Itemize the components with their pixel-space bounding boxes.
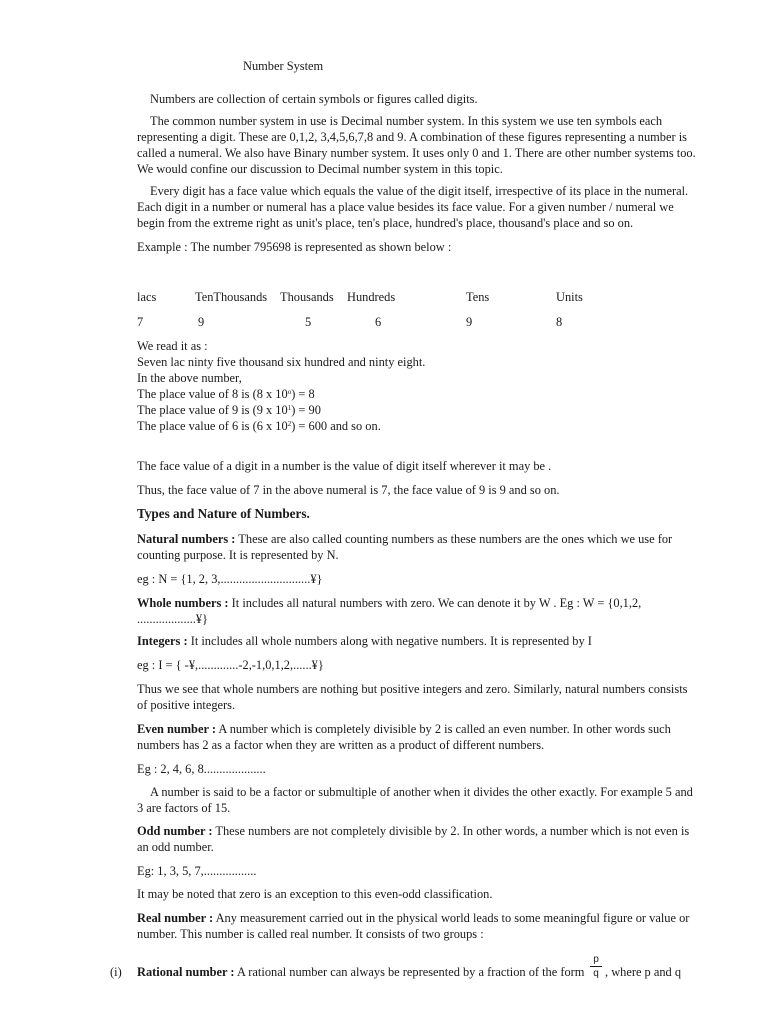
header-lacs: lacs: [137, 290, 157, 304]
factor-paragraph: A number is said to be a factor or submultiple of another when it divides the other exactly. For example 5 and 3 are factors of 15.: [137, 785, 693, 815]
rational-number-tail: , where p and q: [605, 965, 682, 979]
zero-note: It may be noted that zero is an exception to this even-odd classification.: [137, 887, 493, 901]
digit-tens: 9: [466, 315, 473, 329]
rational-number-line: Rational number : A rational number can always be represented by a fraction of the form: [137, 965, 585, 979]
digit-ten-thousands: 9: [198, 315, 205, 329]
odd-number-paragraph: Odd number : These numbers are not completely divisible by 2. In other words, a number which is not even is an odd number.: [137, 824, 690, 854]
section-heading: Types and Nature of Numbers.: [137, 506, 310, 521]
place-value-line: The place value of 8 is (8 x $10^o) = 8$: [137, 387, 315, 401]
even-number-paragraph: Even number : A number which is completely divisible by 2 is called an even number. In other words such numbers has 2 as a factor when they are written as a product of different numbers.: [137, 722, 671, 752]
header-ten-thousands: TenThousands: [195, 290, 268, 304]
intro-paragraph: Numbers are collection of certain symbols or figures called digits.: [150, 92, 478, 106]
read-line: Seven lac ninty five thousand six hundred and ninty eight.: [137, 355, 426, 369]
even-number-example: Eg : 2, 4, 6, 8....................: [137, 762, 266, 776]
header-tens: Tens: [466, 290, 490, 304]
header-units: Units: [556, 290, 583, 304]
example-line: Example : The number 795698 is represented as shown below :: [137, 240, 452, 254]
digit-hundreds: 6: [375, 315, 382, 329]
digit-lacs: 7: [137, 315, 144, 329]
decimal-system-paragraph: The common number system in use is Decimal number system. In this system we use ten symbols each representing a digit. These are 0,1,2, 3,4,5,6,7,8 and 9. A combination of these figures representing a number is called a numeral. We also have Binary number system. It uses only 0 and 1. There are other number systems too. We would confine our discussion to Decimal number system in this topic.: [137, 114, 696, 176]
read-line: In the above number,: [137, 371, 242, 385]
integers-example: eg : I = { -¥,.............-2,-1,0,1,2,......¥}: [137, 658, 324, 672]
header-hundreds: Hundreds: [347, 290, 396, 304]
place-value-line: The place value of 9 is (9 x $10^1) = 90$: [137, 403, 321, 417]
digit-thousands: 5: [305, 315, 312, 329]
fraction-p-over-q: p q: [590, 954, 602, 979]
digit-units: 8: [556, 315, 563, 329]
face-value-example: Thus, the face value of 7 in the above numeral is 7, the face value of 9 is 9 and so on.: [137, 483, 560, 497]
read-line: We read it as :: [137, 339, 208, 353]
page-title: Number System: [243, 59, 324, 73]
real-number-paragraph: Real number : Any measurement carried out in the physical world leads to some meaningful figure or value or number. This number is called real number. It consists of two groups :: [137, 911, 690, 941]
natural-numbers-example: eg : N = {1, 2, 3,.............................¥}: [137, 572, 323, 586]
whole-numbers-paragraph: Whole numbers : It includes all natural numbers with zero. We can denote it by W . Eg : W = {0,1,2, ...................¥}: [137, 596, 642, 626]
place-value-line: The place value of 6 is (6 x $10^2) = 600$ and so on.: [137, 419, 381, 433]
face-place-value-paragraph: Every digit has a face value which equals the value of the digit itself, irrespective of its place in the numeral. Each digit in a number or numeral has a place value besides its face value. For a given number / numeral we begin from the extreme right as unit's place, ten's place, hundred's place, thousand's place and so on.: [137, 184, 689, 230]
list-marker: (i): [110, 965, 122, 979]
thus-paragraph: Thus we see that whole numbers are nothing but positive integers and zero. Similarly, natural numbers consists of positive integers.: [137, 682, 688, 712]
natural-numbers-paragraph: Natural numbers : These are also called counting numbers as these numbers are the ones which we use for counting purpose. It is represented by N.: [137, 532, 673, 562]
integers-paragraph: Integers : It includes all whole numbers along with negative numbers. It is represented by I: [137, 634, 592, 648]
odd-number-example: Eg: 1, 3, 5, 7,.................: [137, 864, 257, 878]
face-value-definition: The face value of a digit in a number is the value of digit itself wherever it may be .: [137, 459, 552, 473]
header-thousands: Thousands: [280, 290, 334, 304]
